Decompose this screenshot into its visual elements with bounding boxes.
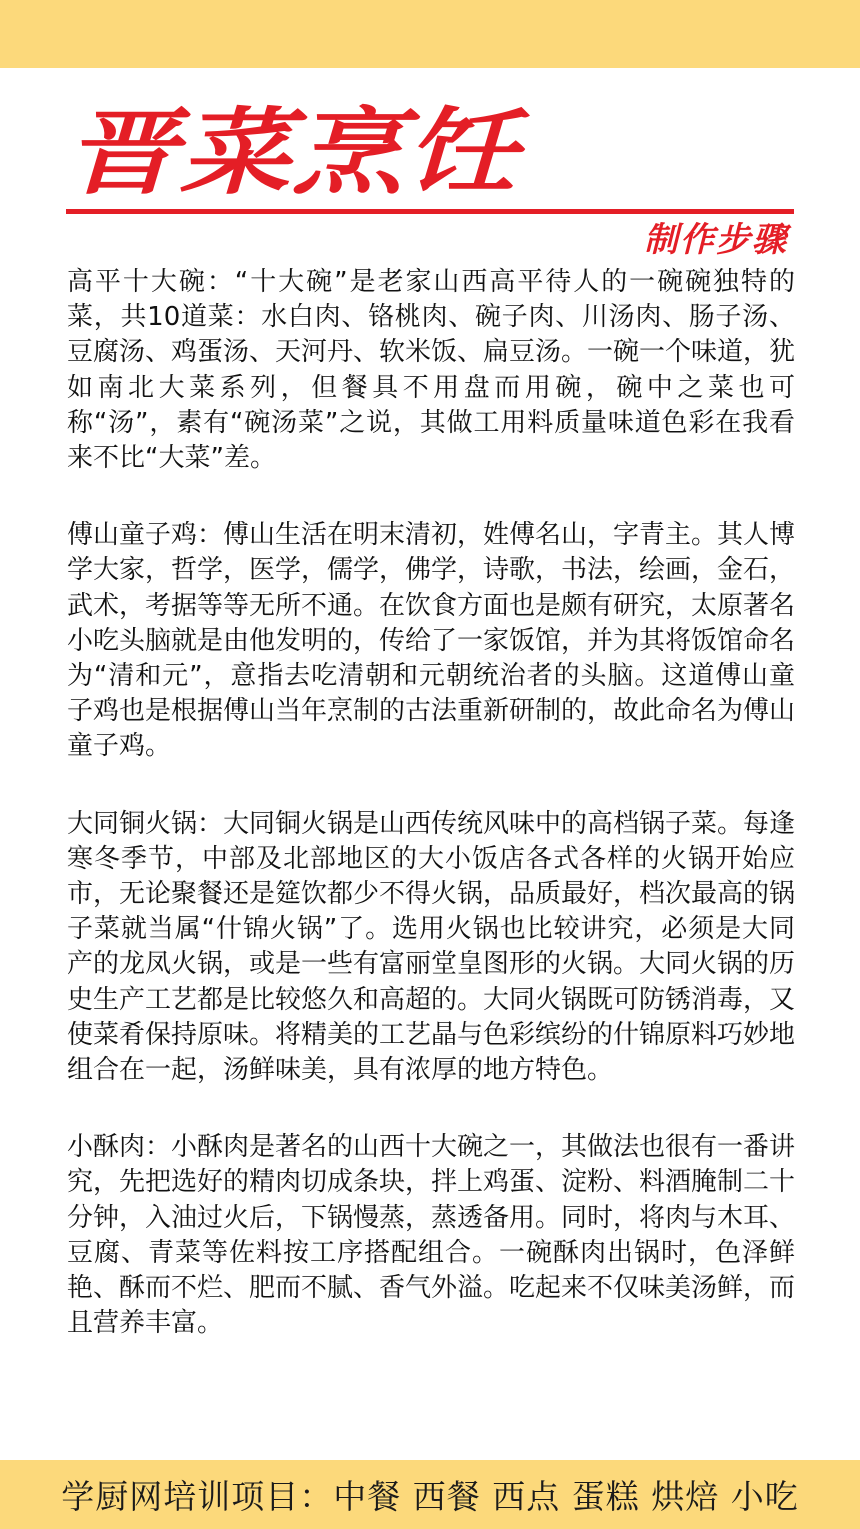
paragraph-gaoping-ten-bowls: 高平十大碗：“十大碗”是老家山西高平待人的一碗碗独特的菜，共10道菜：水白肉、铬桃肉、碗子肉、川汤肉、肠子汤、豆腐汤、鸡蛋汤、天河丹、软米饭、扁豆汤。一碗一个味道，犹如南北大菜系列，但餐具不用盘而用碗，碗中之菜也可称“汤”，素有“碗汤菜”之说，其做工用料质量味道色彩在我看来不比“大菜”差。: [67, 267, 796, 474]
paragraph-crispy-pork: 小酥肉：小酥肉是著名的山西十大碗之一，其做法也很有一番讲究，先把选好的精肉切成条块，拌上鸡蛋、淀粉、料酒腌制二十分钟，入油过火后，下锅慢蒸，蒸透备用。同时，将肉与木耳、豆腐、青菜等佐料按工序搭配组合。一碗酥肉出锅时，色泽鲜艳、酥而不烂、肥而不腻、香气外溢。吃起来不仅味美汤鲜，而且营养丰富。: [67, 1132, 796, 1339]
footer-band: [0, 1460, 860, 1529]
page-title: 晋菜烹饪: [66, 99, 520, 208]
paragraph-datong-hotpot: 大同铜火锅：大同铜火锅是山西传统风味中的高档锅子菜。每逢寒冬季节，中部及北部地区的大小饭店各式各样的火锅开始应市，无论聚餐还是筵饮都少不得火锅，品质最好，档次最高的锅子菜就当属“什锦火锅”了。选用火锅也比较讲究，必须是大同产的龙凤火锅，或是一些有富丽堂皇图形的火锅。大同火锅的历史生产工艺都是比较悠久和高超的。大同火锅既可防锈消毒，又 使菜肴保持原味。将精美的工艺晶与色彩缤纷的什锦原料巧妙地组合在一起，汤鲜味美，具有浓厚的地方特色。: [67, 808, 796, 1086]
article-body: [67, 265, 795, 1383]
paragraph-fushan-chicken: 傅山童子鸡：傅山生活在明末清初，姓傅名山，字青主。其人博学大家，哲学，医学，儒学，佛学，诗歌，书法，绘画，金石，武术，考据等等无所不通。在饮食方面也是颇有研究，太原著名小吃头脑就是由他发明的，传给了一家饭馆，并为其将饭馆命名为“清和元”，意指去吃清朝和元朝统治者的头脑。这道傅山童子鸡也是根据傅山当年烹制的古法重新研制的，故此命名为傅山童子鸡。: [67, 520, 796, 762]
title-divider: [66, 209, 794, 214]
page-subtitle: 制作步骤: [644, 220, 788, 260]
top-band: [0, 0, 860, 68]
footer-training-programs: 学厨网培训项目：中餐 西餐 西点 蛋糕 烘焙 小吃: [61, 1477, 799, 1516]
